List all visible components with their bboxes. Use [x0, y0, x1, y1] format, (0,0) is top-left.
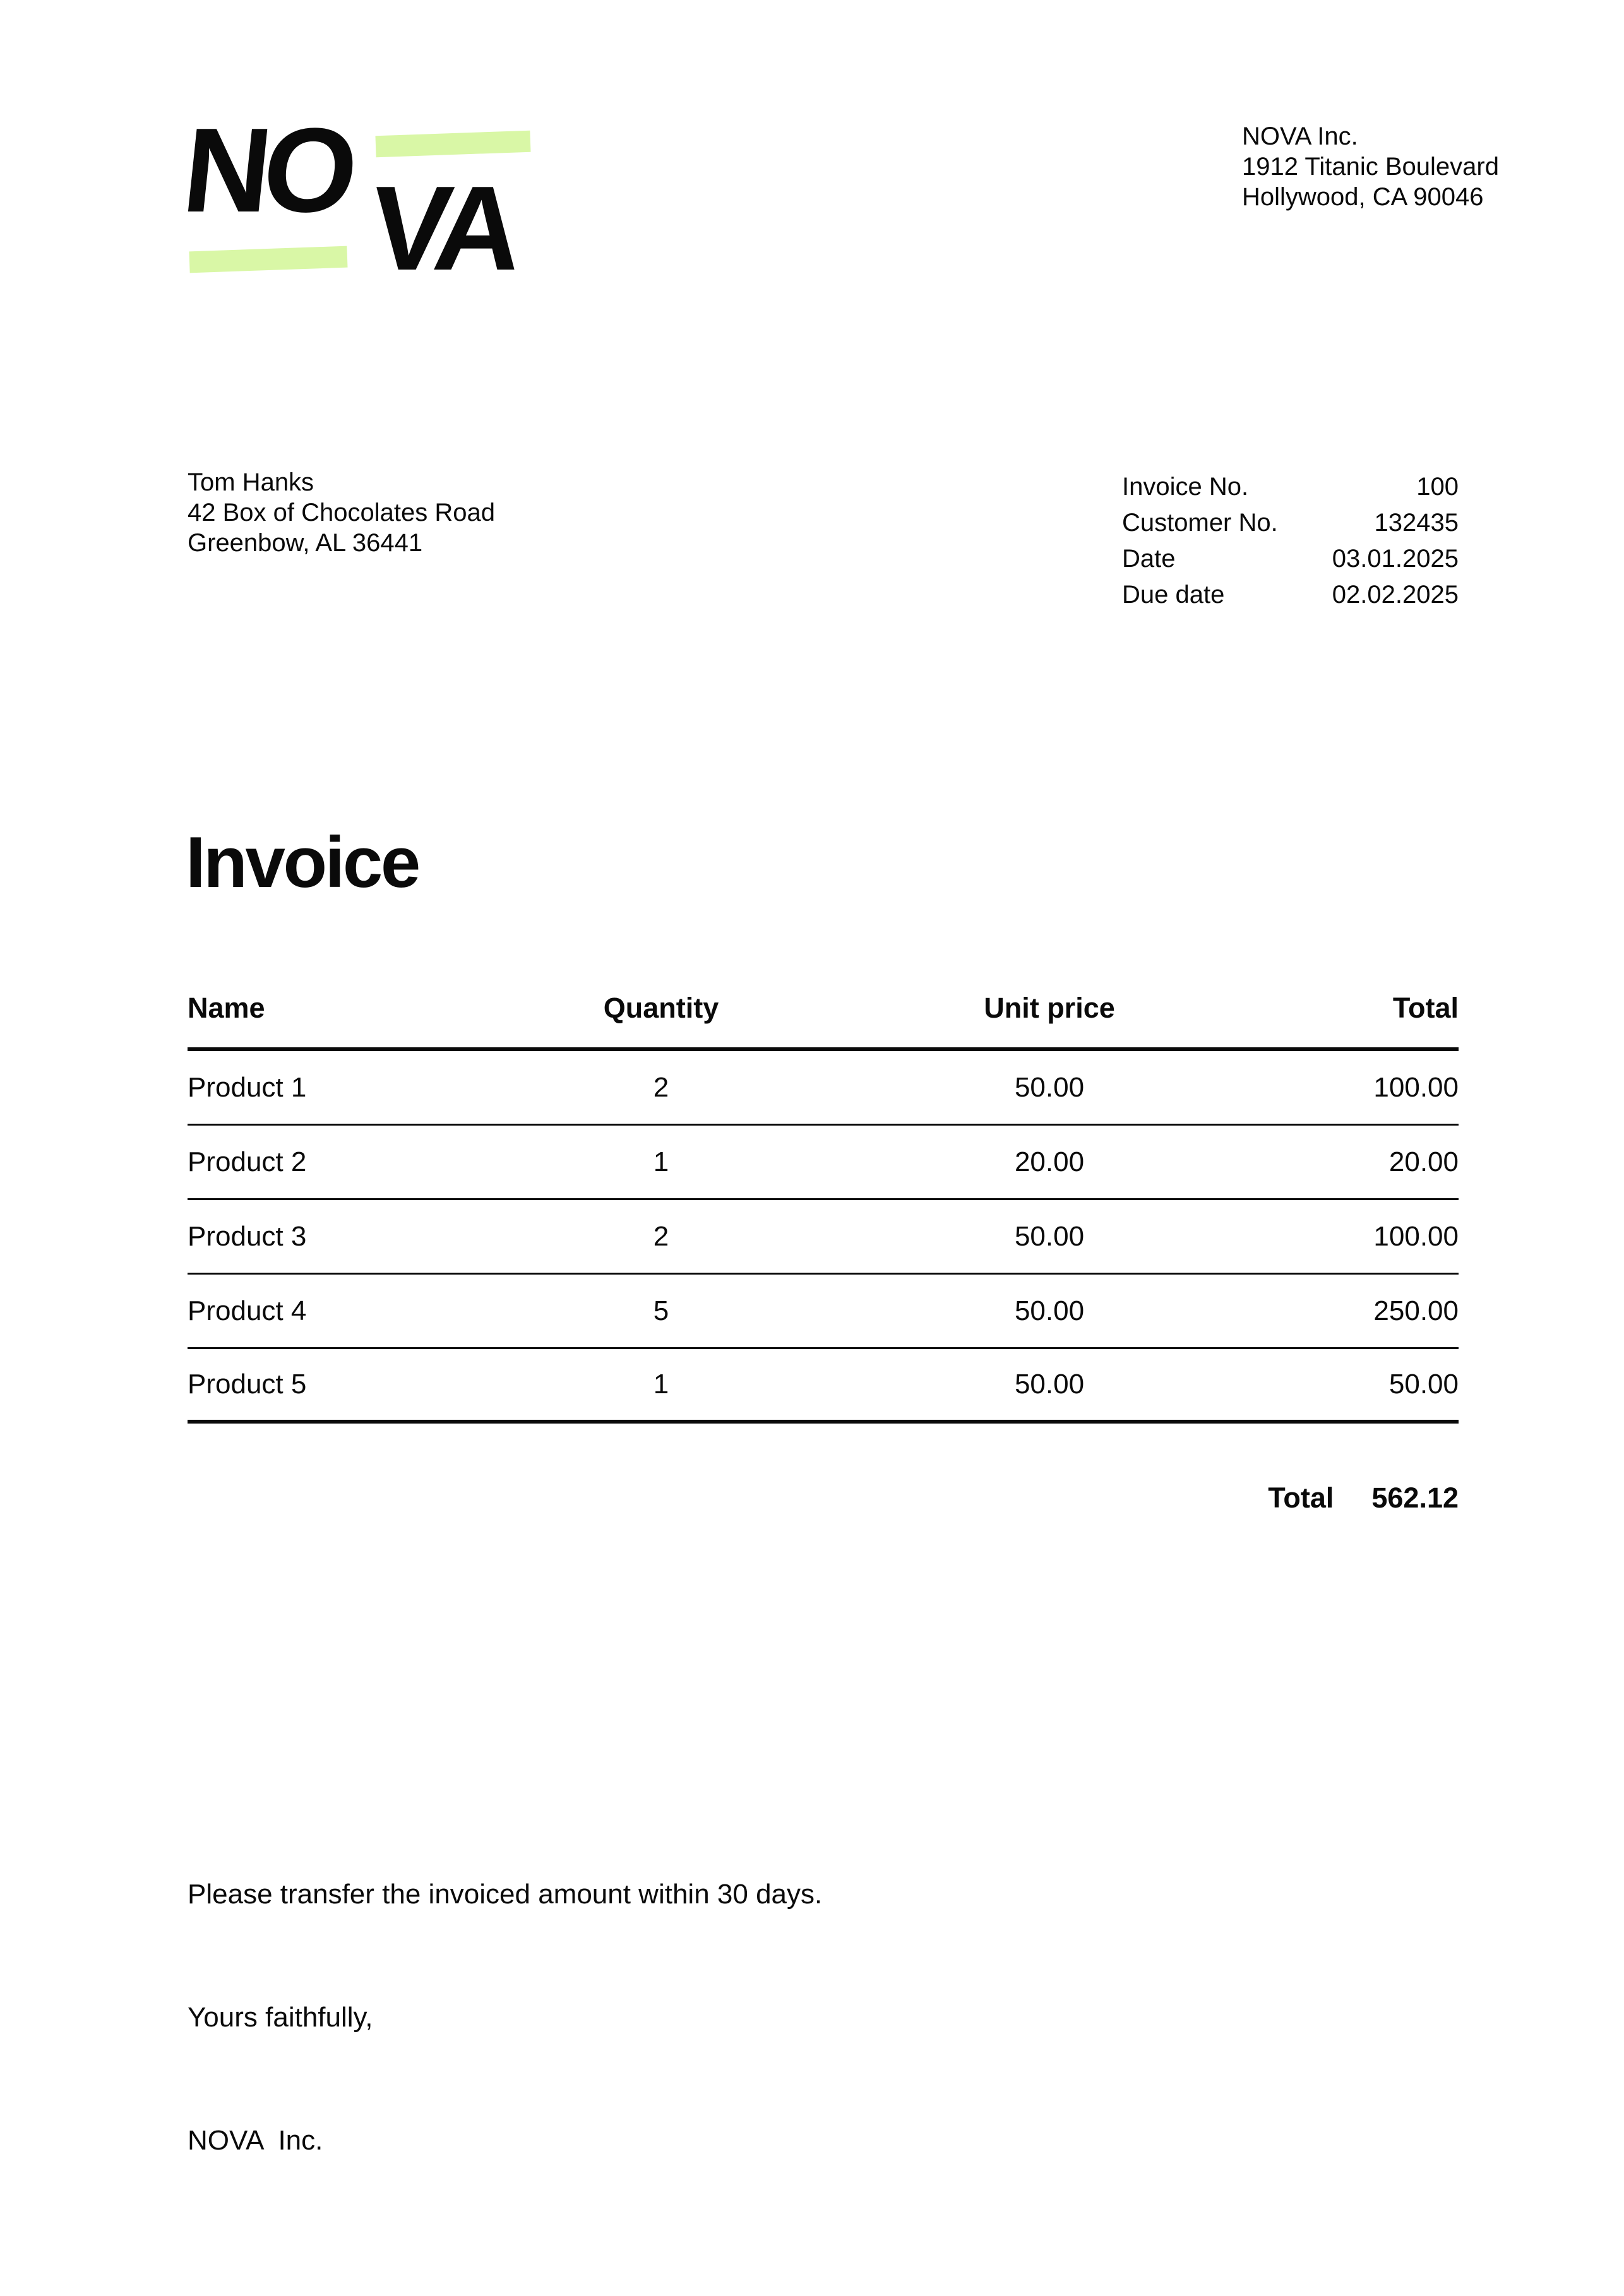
cell-quantity: 1: [653, 1369, 669, 1400]
page-title: Invoice: [186, 823, 419, 903]
logo-text-va: VA: [364, 162, 522, 295]
meta-value: 132435: [1374, 509, 1459, 537]
closing-text: Yours faithfully,: [188, 2002, 373, 2033]
table-row: [188, 1126, 1459, 1200]
table-row: [188, 1051, 1459, 1126]
company-address-block: [1242, 121, 1499, 212]
items-table: [188, 985, 1459, 1424]
column-header-name: Name: [188, 992, 265, 1024]
column-header-quantity: Quantity: [603, 992, 719, 1024]
company-city: Hollywood, CA 90046: [1242, 183, 1484, 211]
table-row: [188, 1349, 1459, 1424]
meta-row-date: [1122, 541, 1459, 577]
footer-note: [188, 1792, 822, 2243]
cell-name: Product 2: [188, 1146, 307, 1177]
items-table-header: [188, 985, 1459, 1051]
company-name: NOVA Inc.: [1242, 122, 1358, 150]
cell-name: Product 3: [188, 1220, 307, 1252]
grand-total-value: 562.12: [1371, 1482, 1459, 1514]
cell-total: 50.00: [1388, 1369, 1459, 1400]
meta-row-invoice-no: [1122, 469, 1459, 505]
meta-value: 02.02.2025: [1332, 581, 1459, 609]
meta-value: 03.01.2025: [1332, 545, 1459, 573]
cell-total: 100.00: [1373, 1071, 1459, 1103]
meta-row-due-date: [1122, 577, 1459, 613]
cell-name: Product 1: [188, 1071, 307, 1103]
customer-street: 42 Box of Chocolates Road: [188, 499, 495, 526]
column-header-unit-price: Unit price: [984, 992, 1115, 1024]
customer-address-block: [188, 467, 495, 558]
table-row: [188, 1275, 1459, 1349]
grand-total-label: Total: [1268, 1482, 1334, 1514]
meta-label: Invoice No.: [1122, 473, 1249, 501]
cell-unit-price: 50.00: [1014, 1369, 1085, 1400]
meta-label: Customer No.: [1122, 509, 1278, 537]
customer-name: Tom Hanks: [188, 468, 314, 496]
cell-quantity: 1: [653, 1146, 669, 1177]
company-street: 1912 Titanic Boulevard: [1242, 153, 1499, 181]
cell-unit-price: 50.00: [1014, 1295, 1085, 1326]
cell-unit-price: 20.00: [1014, 1146, 1085, 1177]
meta-label: Due date: [1122, 581, 1225, 609]
logo-text-no: NO: [177, 104, 357, 237]
customer-city: Greenbow, AL 36441: [188, 529, 423, 557]
grand-total-row: [188, 1484, 1459, 1512]
cell-name: Product 4: [188, 1295, 307, 1326]
cell-unit-price: 50.00: [1014, 1220, 1085, 1252]
cell-quantity: 2: [653, 1071, 669, 1103]
nova-logo: [177, 104, 530, 295]
logo-green-bar-top: [375, 131, 530, 158]
cell-quantity: 5: [653, 1295, 669, 1326]
signature-company-name: NOVA Inc.: [188, 2125, 323, 2156]
column-header-total: Total: [1392, 992, 1459, 1024]
logo-green-bar-bottom: [189, 246, 347, 273]
cell-quantity: 2: [653, 1220, 669, 1252]
cell-unit-price: 50.00: [1014, 1071, 1085, 1103]
meta-value: 100: [1416, 473, 1459, 501]
cell-total: 100.00: [1373, 1220, 1459, 1252]
cell-total: 20.00: [1388, 1146, 1459, 1177]
meta-label: Date: [1122, 545, 1176, 573]
payment-terms-text: Please transfer the invoiced amount within 30 days.: [188, 1879, 823, 1910]
table-row: [188, 1200, 1459, 1275]
meta-row-customer-no: [1122, 505, 1459, 541]
invoice-meta-block: [1122, 469, 1459, 613]
cell-total: 250.00: [1373, 1295, 1459, 1326]
cell-name: Product 5: [188, 1369, 307, 1400]
